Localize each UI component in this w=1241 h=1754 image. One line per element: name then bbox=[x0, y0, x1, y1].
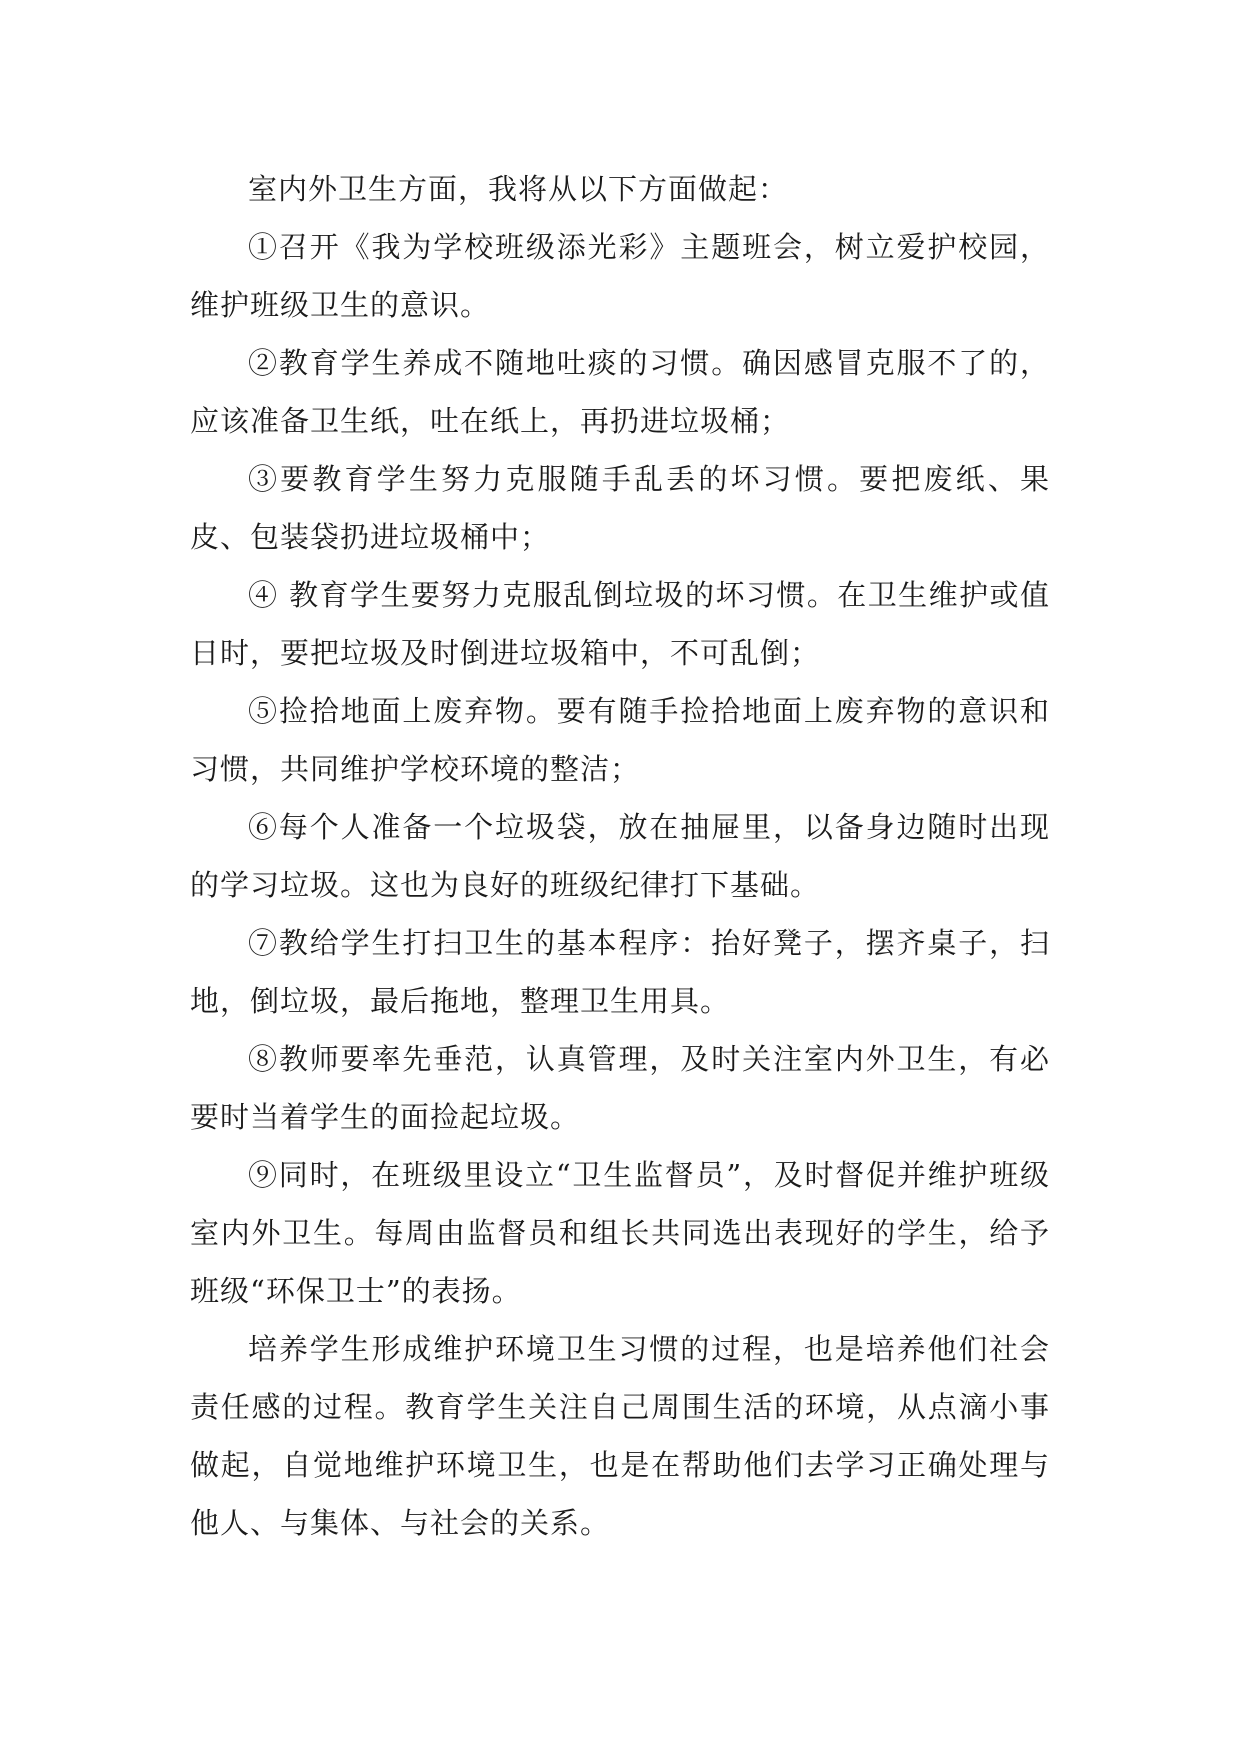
paragraph-item-2: ②教育学生养成不随地吐痰的习惯。确因感冒克服不了的，应该准备卫生纸，吐在纸上，再扔进垃圾桶； bbox=[190, 346, 1050, 438]
paragraph-item-6: ⑥每个人准备一个垃圾袋，放在抽屉里，以备身边随时出现的学习垃圾。这也为良好的班级纪律打下基础。 bbox=[190, 810, 1050, 902]
paragraph-item-4: ④ 教育学生要努力克服乱倒垃圾的坏习惯。在卫生维护或值日时，要把垃圾及时倒进垃圾箱中，不可乱倒； bbox=[190, 578, 1050, 670]
document-body bbox=[190, 160, 1050, 1552]
paragraph-item-7: ⑦教给学生打扫卫生的基本程序：抬好凳子，摆齐桌子，扫地，倒垃圾，最后拖地，整理卫生用具。 bbox=[190, 926, 1050, 1018]
paragraph-item-5: ⑤捡拾地面上废弃物。要有随手捡拾地面上废弃物的意识和习惯，共同维护学校环境的整洁； bbox=[190, 694, 1050, 786]
paragraph-item-1: ①召开《我为学校班级添光彩》主题班会，树立爱护校园，维护班级卫生的意识。 bbox=[190, 230, 1050, 322]
paragraph-item-3: ③要教育学生努力克服随手乱丢的坏习惯。要把废纸、果皮、包装袋扔进垃圾桶中； bbox=[190, 462, 1050, 554]
paragraph-intro: 室内外卫生方面，我将从以下方面做起： bbox=[248, 172, 789, 206]
paragraph-item-9: ⑨同时，在班级里设立“卫生监督员”，及时督促并维护班级室内外卫生。每周由监督员和组长共同选出表现好的学生，给予班级“环保卫士”的表扬。 bbox=[190, 1158, 1050, 1308]
paragraph-conclusion: 培养学生形成维护环境卫生习惯的过程，也是培养他们社会责任感的过程。教育学生关注自己周围生活的环境，从点滴小事做起，自觉地维护环境卫生，也是在帮助他们去学习正确处理与他人、与集体、与社会的关系。 bbox=[190, 1332, 1050, 1540]
paragraph-item-8: ⑧教师要率先垂范，认真管理，及时关注室内外卫生，有必要时当着学生的面捡起垃圾。 bbox=[190, 1042, 1050, 1134]
